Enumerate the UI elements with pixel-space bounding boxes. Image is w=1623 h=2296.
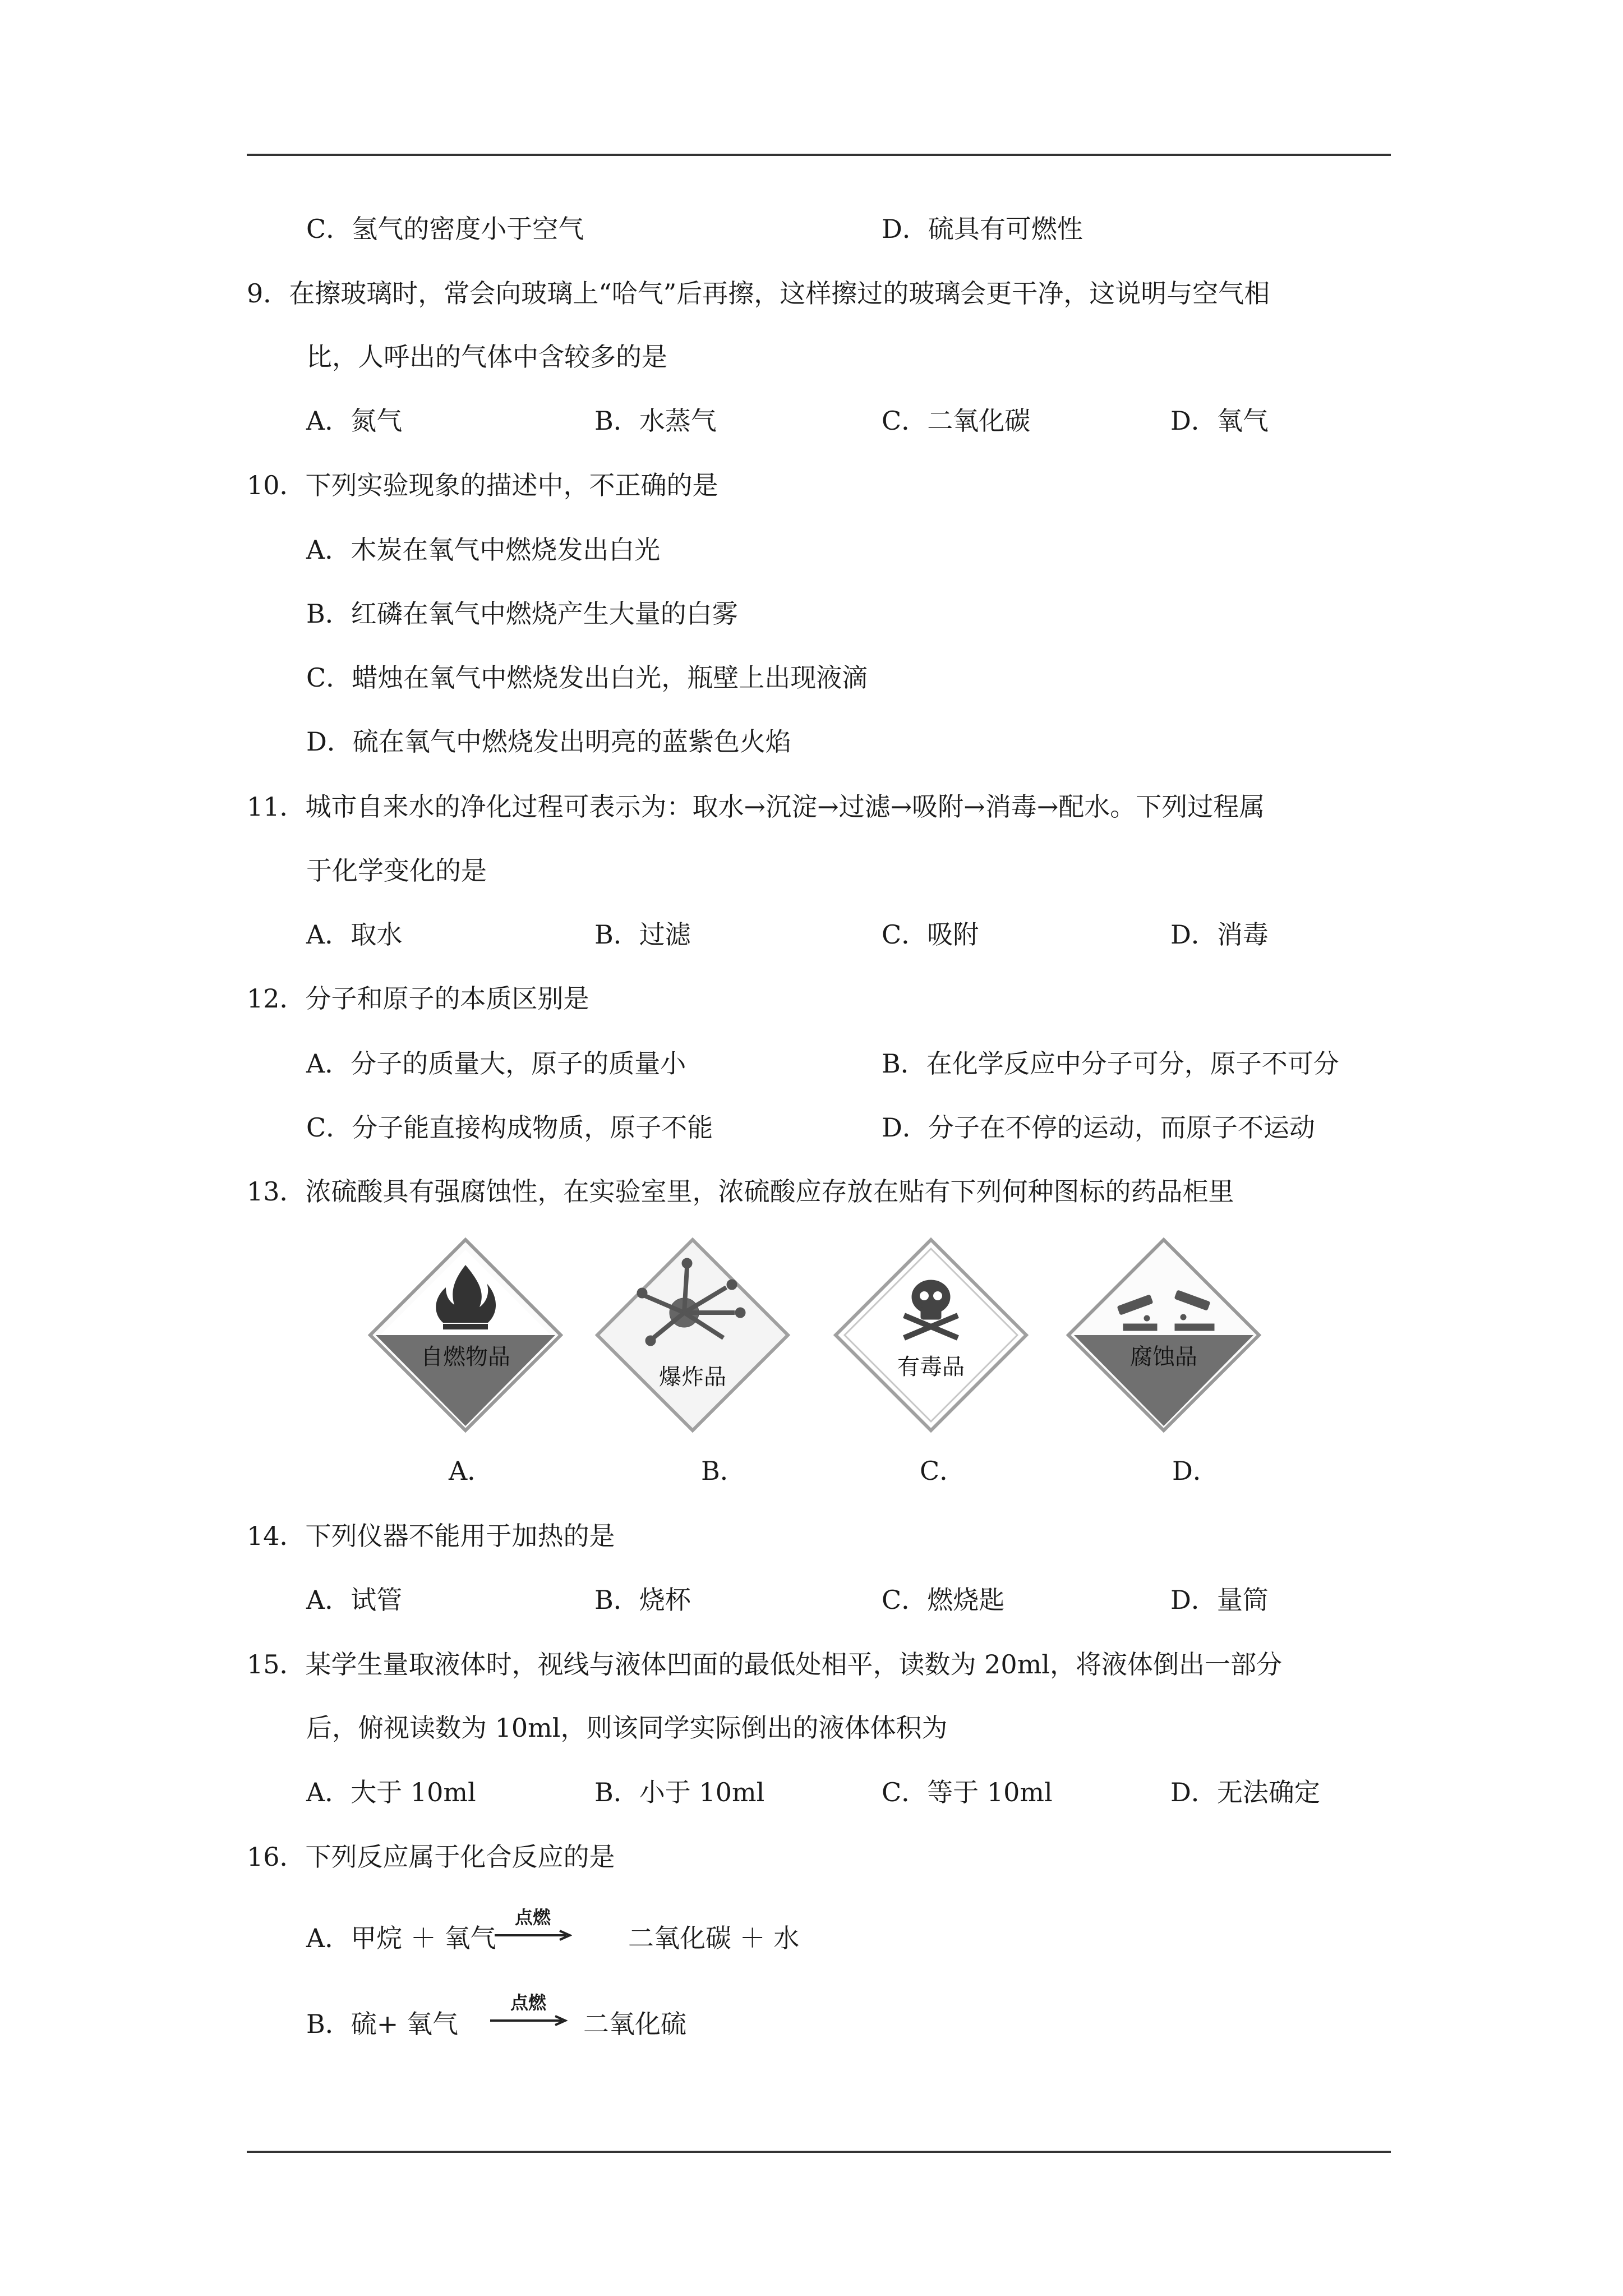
sign-a-label: 自燃物品: [421, 1344, 510, 1370]
q9-option-d: D．氧气: [1170, 406, 1269, 436]
header-rule: [247, 154, 1391, 156]
sign-c-letter: C．: [920, 1456, 966, 1486]
q14-stem: 14．下列仪器不能用于加热的是: [247, 1521, 615, 1551]
q14-option-c: C．燃烧匙: [882, 1585, 1005, 1615]
sign-c-toxic: [830, 1234, 1032, 1436]
sign-d-label: 腐蚀品: [1130, 1344, 1197, 1370]
q11-stem-line1: 11．城市自来水的净化过程可表示为：取水→沉淀→过滤→吸附→消毒→配水。下列过程属: [247, 792, 1265, 822]
q9-option-c: C．二氧化碳: [882, 406, 1031, 436]
q10-option-b: B．红磷在氧气中燃烧产生大量的白雾: [306, 599, 738, 629]
q13-stem: 13．浓硫酸具有强腐蚀性，在实验室里，浓硫酸应存放在贴有下列何种图标的药品柜里: [247, 1176, 1234, 1207]
q16-b-condition: 点燃: [510, 1992, 546, 2013]
q16-b-arrow: [489, 1991, 568, 2030]
sign-a-spontaneous-combustion: [365, 1234, 566, 1436]
q16-a-condition: 点燃: [514, 1907, 551, 1928]
sign-a-letter: A．: [449, 1456, 494, 1486]
q14-option-d: D．量筒: [1170, 1585, 1269, 1615]
q11-option-b: B．过滤: [594, 919, 691, 950]
q8-option-c: C．氢气的密度小于空气: [306, 214, 584, 244]
q12-option-a: A．分子的质量大，原子的质量小: [306, 1048, 686, 1079]
sign-b-explosive: [592, 1234, 794, 1436]
sign-b-label: 爆炸品: [659, 1364, 726, 1390]
q16-b-reactants: B．硫+ 氧气: [306, 2009, 458, 2039]
q9-option-b: B．水蒸气: [594, 406, 717, 436]
q11-option-d: D．消毒: [1170, 919, 1269, 950]
q14-option-a: A．试管: [306, 1585, 403, 1615]
q15-stem-line2: 后，俯视读数为 10ml，则该同学实际倒出的液体体积为: [306, 1713, 948, 1743]
q9-option-a: A．氮气: [306, 406, 403, 436]
q10-option-d: D．硫在氧气中燃烧发出明亮的蓝紫色火焰: [306, 726, 791, 757]
q9-stem-line1: 9．在擦玻璃时，常会向玻璃上“哈气”后再擦，这样擦过的玻璃会更干净，这说明与空气相: [247, 278, 1270, 309]
q10-option-a: A．木炭在氧气中燃烧发出白光: [306, 535, 661, 565]
sign-d-corrosive: [1063, 1234, 1265, 1436]
q12-option-b: B．在化学反应中分子可分，原子不可分: [882, 1048, 1339, 1079]
q11-option-a: A．取水: [306, 919, 403, 950]
q16-b-products: 二氧化硫: [583, 2009, 686, 2039]
q15-option-d: D．无法确定: [1170, 1777, 1320, 1807]
q15-option-a: A．大于 10ml: [306, 1777, 476, 1807]
sign-d-letter: D．: [1172, 1456, 1219, 1486]
q14-option-b: B．烧杯: [594, 1585, 691, 1615]
q9-stem-line2: 比，人呼出的气体中含较多的是: [306, 342, 667, 372]
q16-stem: 16．下列反应属于化合反应的是: [247, 1842, 615, 1872]
q12-option-c: C．分子能直接构成物质，原子不能: [306, 1112, 713, 1143]
sign-c-label: 有毒品: [897, 1354, 965, 1380]
q15-option-c: C．等于 10ml: [882, 1777, 1053, 1807]
q12-stem: 12．分子和原子的本质区别是: [247, 983, 589, 1014]
q10-option-c: C．蜡烛在氧气中燃烧发出白光，瓶壁上出现液滴: [306, 662, 868, 693]
footer-rule: [247, 2151, 1391, 2153]
reaction-arrow-icon: [489, 2014, 568, 2027]
reaction-arrow-icon: [494, 1929, 572, 1942]
q12-option-d: D．分子在不停的运动，而原子不运动: [882, 1112, 1315, 1143]
q10-stem: 10．下列实验现象的描述中，不正确的是: [247, 470, 718, 500]
q11-stem-line2: 于化学变化的是: [306, 855, 487, 886]
q8-option-d: D．硫具有可燃性: [882, 214, 1083, 244]
q16-a-reactants: A．甲烷 ＋ 氧气: [306, 1923, 496, 1953]
q15-stem-line1: 15．某学生量取液体时，视线与液体凹面的最低处相平，读数为 20ml，将液体倒出一部分: [247, 1649, 1283, 1680]
q15-option-b: B．小于 10ml: [594, 1777, 765, 1807]
q11-option-c: C．吸附: [882, 919, 979, 950]
q16-a-arrow: [494, 1906, 572, 1944]
q16-a-products: 二氧化碳 ＋ 水: [628, 1923, 800, 1953]
sign-b-letter: B．: [701, 1456, 746, 1486]
